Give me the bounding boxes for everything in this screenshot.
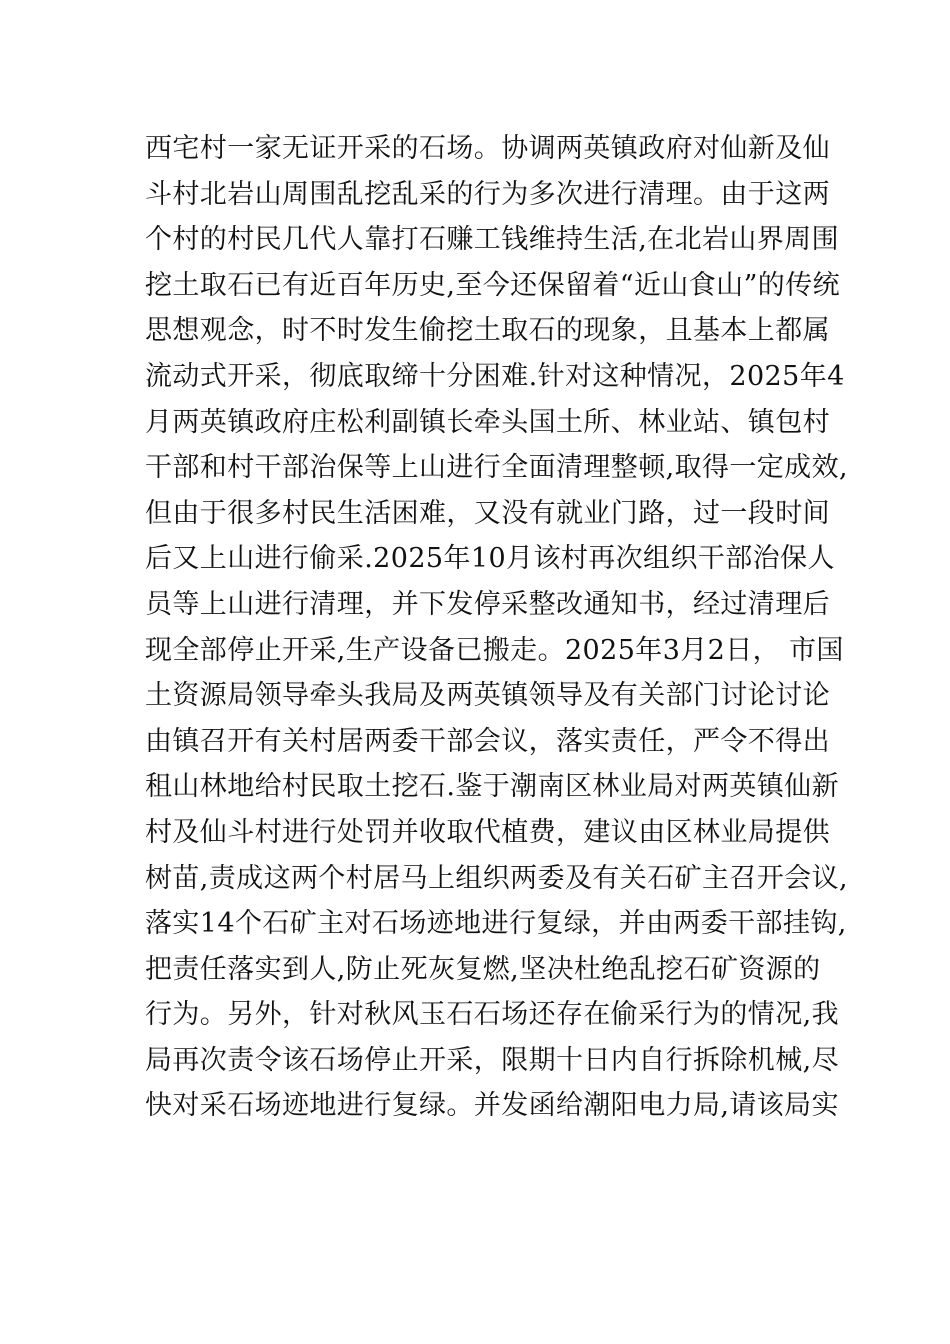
body-paragraph <box>145 126 848 1129</box>
text-line: 月两英镇政府庄松利副镇长牵头国土所、林业站、镇包村 <box>145 406 830 438</box>
text-line: 挖土取石已有近百年历史,至今还保留着“近山食山”的传统 <box>145 269 840 301</box>
text-line: 租山林地给村民取土挖石.鉴于潮南区林业局对两英镇仙新 <box>145 771 839 803</box>
text-line: 快对采石场迹地进行复绿。并发函给潮阳电力局,请该局实 <box>145 1090 839 1122</box>
text-line: 由镇召开有关村居两委干部会议，落实责任，严令不得出 <box>145 725 830 757</box>
text-line: 思想观念，时不时发生偷挖土取石的现象，且基本上都属 <box>145 315 830 347</box>
text-line: 西宅村一家无证开采的石场。协调两英镇政府对仙新及仙 <box>145 133 830 164</box>
text-line: 土资源局领导牵头我局及两英镇领导及有关部门讨论讨论 <box>145 680 830 712</box>
text-line: 把责任落实到人,防止死灰复燃,坚决杜绝乱挖石矿资源的 <box>145 953 821 985</box>
text-line: 斗村北岩山周围乱挖乱采的行为多次进行清理。由于这两 <box>145 178 830 210</box>
text-line: 落实14个石矿主对石场迹地进行复绿，并由两委干部挂钩, <box>145 908 847 940</box>
text-line: 树苗,责成这两个村居马上组织两委及有关石矿主召开会议, <box>145 862 848 894</box>
text-line: 干部和村干部治保等上山进行全面清理整顿,取得一定成效, <box>145 452 848 484</box>
text-line: 局再次责令该石场停止开采，限期十日内自行拆除机械,尽 <box>145 1044 839 1076</box>
text-line: 但由于很多村民生活困难，又没有就业门路，过一段时间 <box>145 497 830 529</box>
text-line: 流动式开采，彻底取缔十分困难.针对这种情况，2025年4 <box>145 360 845 392</box>
text-line: 个村的村民几代人靠打石赚工钱维持生活,在北岩山界周围 <box>145 224 839 256</box>
text-line: 行为。另外，针对秋风玉石石场还存在偷采行为的情况,我 <box>145 999 839 1031</box>
text-line: 后又上山进行偷采.2025年10月该村再次组织干部治保人 <box>145 543 835 575</box>
text-line: 村及仙斗村进行处罚并收取代植费，建议由区林业局提供 <box>145 816 830 848</box>
text-line: 员等上山进行清理，并下发停采整改通知书，经过清理后 <box>145 588 830 620</box>
text-line: 现全部停止开采,生产设备已搬走。2025年3月2日， 市国 <box>145 634 844 666</box>
